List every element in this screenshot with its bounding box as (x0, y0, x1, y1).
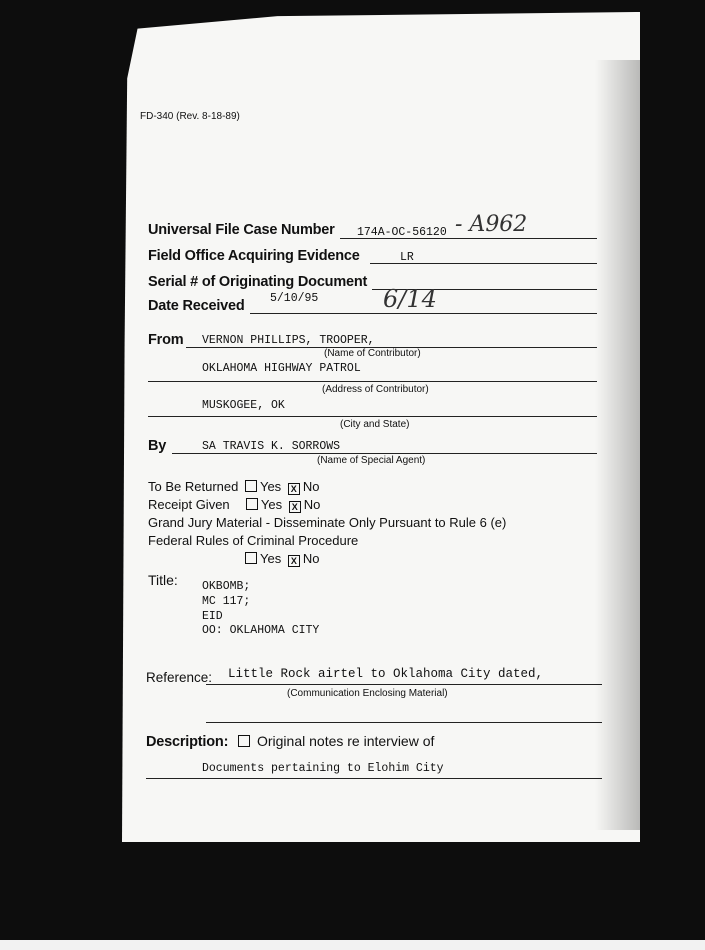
by-line (172, 453, 597, 454)
reference-label: Reference: (146, 670, 213, 685)
reference-line (206, 684, 602, 685)
case-number-value: 174A-OC-56120 (357, 226, 447, 239)
from-label: From (148, 332, 184, 348)
serial-label: Serial # of Originating Document (148, 274, 368, 290)
returned-no-label: No (302, 479, 320, 494)
reference-line-2 (206, 722, 602, 723)
field-office-label: Field Office Acquiring Evidence (148, 248, 360, 264)
case-number-label: Universal File Case Number (148, 222, 335, 238)
to-be-returned-row (148, 479, 319, 495)
receipt-no-label: No (303, 497, 321, 512)
field-office-value: LR (400, 251, 414, 264)
bottom-strip (0, 940, 705, 950)
title-line-1: OKBOMB; (202, 580, 251, 593)
city-line (148, 416, 597, 417)
federal-rules-text: Federal Rules of Criminal Procedure (148, 533, 359, 548)
description-row (146, 733, 434, 750)
title-line-4: OO: OKLAHOMA CITY (202, 624, 320, 637)
title-line-3: EID (202, 610, 223, 623)
address-line (148, 381, 597, 382)
by-label: By (148, 438, 167, 454)
original-notes-checkbox[interactable] (238, 735, 250, 747)
contributor-name: VERNON PHILLIPS, TROOPER, (202, 334, 375, 347)
description-label: Description: (146, 734, 229, 750)
reference-value: Little Rock airtel to Oklahoma City dated, (228, 667, 544, 681)
contributor-address: OKLAHOMA HIGHWAY PATROL (202, 362, 361, 375)
original-notes-label: Original notes re interview of (256, 733, 435, 749)
case-number-handwritten: - A962 (455, 212, 528, 237)
date-received-label: Date Received (148, 298, 245, 314)
receipt-given-row (148, 497, 320, 513)
contributor-name-caption: (Name of Contributor) (324, 348, 421, 359)
special-agent-caption: (Name of Special Agent) (317, 455, 426, 466)
receipt-no-checkbox[interactable]: X (289, 501, 301, 513)
returned-no-checkbox[interactable]: X (288, 483, 300, 495)
contributor-city-caption: (City and State) (340, 419, 410, 430)
date-handwritten: 6/14 (383, 285, 437, 313)
receipt-given-label: Receipt Given (148, 497, 230, 512)
receipt-yes-checkbox[interactable] (246, 498, 258, 510)
grand-jury-yes-label: Yes (260, 551, 282, 566)
date-received-line (250, 313, 597, 314)
to-be-returned-label: To Be Returned (148, 479, 239, 494)
reference-caption: (Communication Enclosing Material) (287, 688, 448, 699)
description-line (146, 778, 602, 779)
receipt-yes-label: Yes (260, 497, 283, 512)
paper-edge-shadow (595, 60, 640, 830)
description-value: Documents pertaining to Elohim City (202, 762, 444, 775)
grand-jury-no-checkbox[interactable]: X (288, 555, 300, 567)
grand-jury-text: Grand Jury Material - Disseminate Only Pursuant to Rule 6 (e) (148, 515, 507, 530)
contributor-address-caption: (Address of Contributor) (322, 384, 429, 395)
grand-jury-row (242, 551, 319, 567)
returned-yes-label: Yes (259, 479, 282, 494)
contributor-city: MUSKOGEE, OK (202, 399, 285, 412)
returned-yes-checkbox[interactable] (245, 480, 257, 492)
title-line-2: MC 117; (202, 595, 251, 608)
form-id: FD-340 (Rev. 8-18-89) (140, 111, 240, 122)
special-agent-name: SA TRAVIS K. SORROWS (202, 440, 341, 453)
grand-jury-yes-checkbox[interactable] (245, 552, 257, 564)
date-received-value: 5/10/95 (270, 292, 319, 305)
title-label: Title: (148, 572, 178, 588)
grand-jury-no-label: No (302, 551, 320, 566)
